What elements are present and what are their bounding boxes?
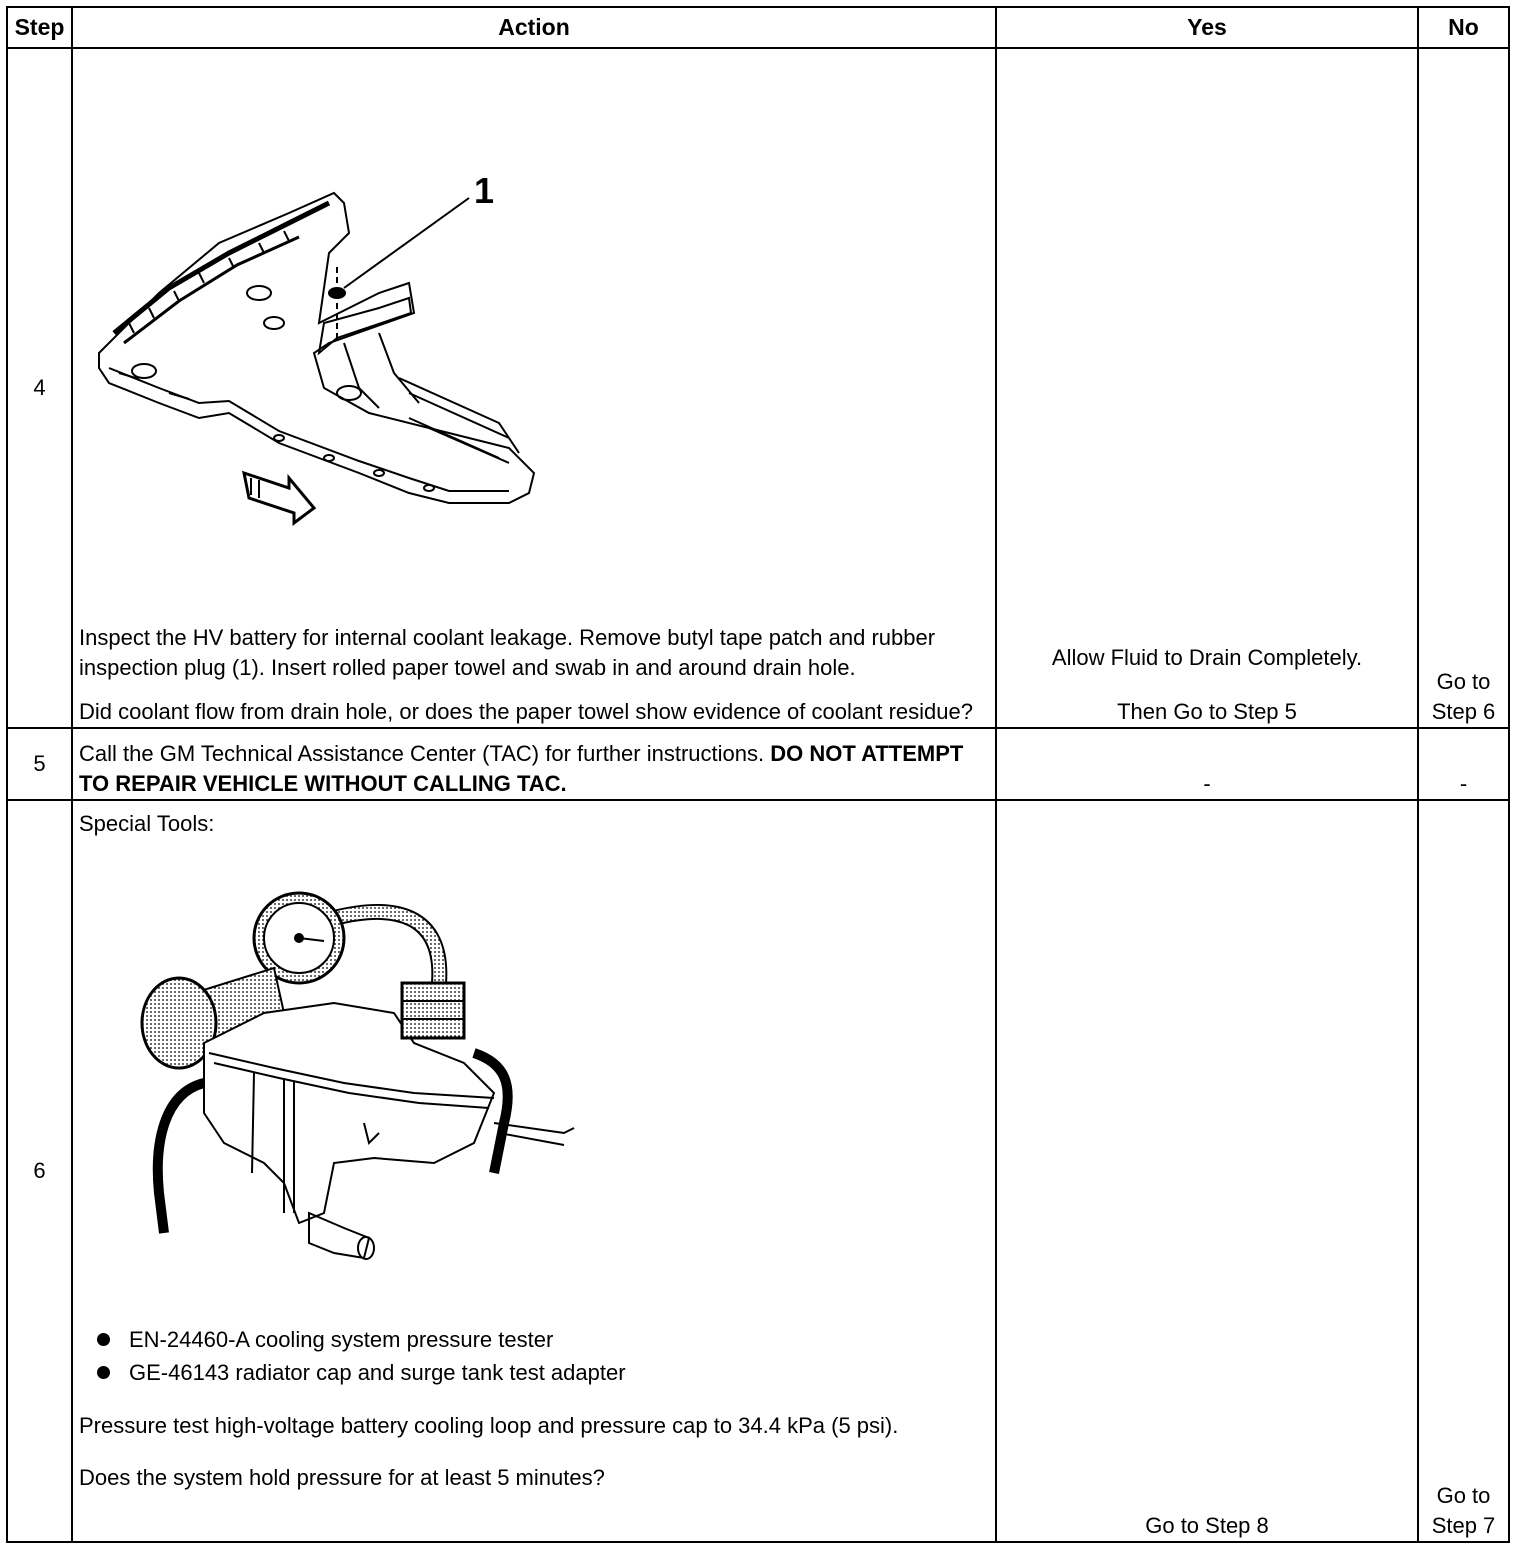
bullet-icon [97,1333,110,1346]
yes-cell [996,48,1418,728]
no-cell [1418,48,1509,728]
step-number: 5 [7,728,72,800]
action-instruction: Pressure test high-voltage battery cooling loop and pressure cap to 34.4 kPa (5 psi). [79,1413,899,1438]
diagnostic-table [6,6,1510,1543]
yes-value: - [1203,771,1211,796]
no-cell [1418,800,1509,1542]
step-row-4 [7,48,1509,728]
yes-cell [996,800,1418,1542]
hv-battery-inspection-plug-illustration-icon [79,173,549,553]
no-line-2: Step 7 [1431,1513,1496,1538]
step-number: 4 [7,48,72,728]
action-cell [72,800,996,1542]
yes-line-1: Allow Fluid to Drain Completely. [1051,645,1363,670]
no-cell [1418,728,1509,800]
tool-label: EN-24460-A cooling system pressure tester [129,1327,554,1352]
bullet-icon [97,1366,110,1379]
yes-value: Go to Step 8 [1145,1513,1269,1538]
special-tools-label: Special Tools: [79,811,215,836]
action-cell [72,48,996,728]
action-instruction: Call the GM Technical Assistance Center (TAC) for further instructions. [79,741,765,766]
header-row [7,7,1509,48]
special-tools-list [79,1323,989,1389]
no-line-2: Step 6 [1431,699,1496,724]
tool-label: GE-46143 radiator cap and surge tank test adapter [129,1360,626,1385]
no-line-1: Go to [1436,1483,1491,1508]
step-row-6 [7,800,1509,1542]
yes-line-2: Then Go to Step 5 [1117,699,1297,724]
no-value: - [1459,771,1468,796]
tool-item [95,1356,989,1389]
action-instruction: Inspect the HV battery for internal coolant leakage. Remove butyl tape patch and rubber inspection plug (1). Insert rolled paper towel and swab in and around drain hole. [79,625,936,680]
action-warning: DO NOT ATTEMPT TO REPAIR VEHICLE WITHOUT CALLING TAC. [79,741,964,796]
header-no: No [1418,7,1509,48]
cooling-system-pressure-tester-illustration-icon [134,883,594,1303]
action-question: Did coolant flow from drain hole, or does the paper towel show evidence of coolant residue? [79,699,973,724]
step-number: 6 [7,800,72,1542]
callout-label: 1 [474,173,495,211]
header-action: Action [72,7,996,48]
header-step: Step [7,7,72,48]
tool-item [95,1323,989,1356]
no-line-1: Go to [1436,669,1491,694]
step-row-5 [7,728,1509,800]
yes-cell [996,728,1418,800]
action-cell [72,728,996,800]
action-question: Does the system hold pressure for at least 5 minutes? [79,1465,605,1490]
header-yes: Yes [996,7,1418,48]
